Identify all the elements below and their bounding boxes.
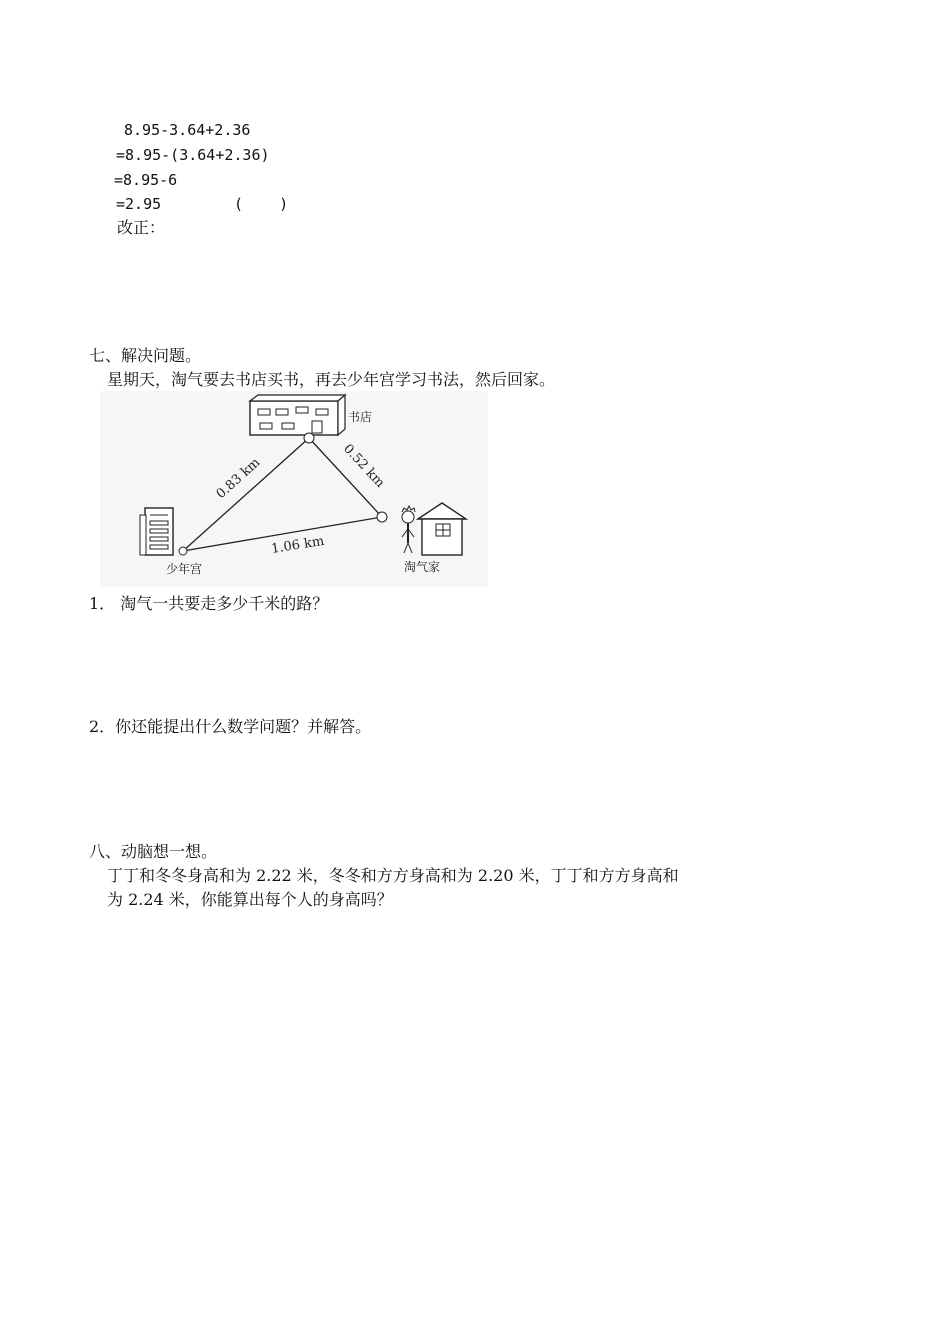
youth-palace-label: 少年宫 (166, 562, 203, 576)
section-8-heading: 八、动脑想一想。 (89, 842, 218, 861)
question-1: 1． 淘气一共要走多少千米的路？ (89, 594, 329, 613)
bookstore-icon (250, 395, 345, 435)
calc-line-4: =2.95 (116, 195, 162, 213)
home-icon (418, 503, 466, 555)
question-2: 2．你还能提出什么数学问题？并解答。 (89, 717, 372, 736)
distance-label-palace-home: 1.06 km (270, 533, 326, 557)
section-7-heading: 七、解决问题。 (89, 346, 202, 365)
fix-label: 改正： (117, 218, 166, 237)
bookstore-label: 书店 (348, 410, 373, 424)
route-map (100, 391, 488, 587)
section-7-intro: 星期天，淘气要去书店买书，再去少年宫学习书法，然后回家。 (107, 370, 556, 389)
home-label: 淘气家 (404, 560, 441, 574)
distance-label-bookstore-home: 0.52 km (340, 441, 388, 491)
bookstore-point (304, 433, 314, 443)
section-8-text-line-1: 丁丁和冬冬身高和为 2.22 米，冬冬和方方身高和为 2.20 米，丁丁和方方身高和 (107, 866, 679, 885)
judge-brackets: ( ) (234, 195, 289, 213)
home-point (377, 512, 387, 522)
calc-line-3: =8.95-6 (114, 171, 178, 189)
palace-point (179, 547, 187, 555)
route-palace-bookstore (183, 438, 309, 551)
section-8-text-line-2: 为 2.24 米，你能算出每个人的身高吗？ (107, 890, 393, 909)
boy-figure-icon (402, 506, 415, 553)
distance-label-palace-bookstore: 0.83 km (213, 455, 264, 502)
calc-line-2: =8.95-(3.64+2.36) (116, 146, 270, 164)
calc-line-1: 8.95-3.64+2.36 (124, 121, 251, 139)
youth-palace-icon (140, 508, 173, 555)
